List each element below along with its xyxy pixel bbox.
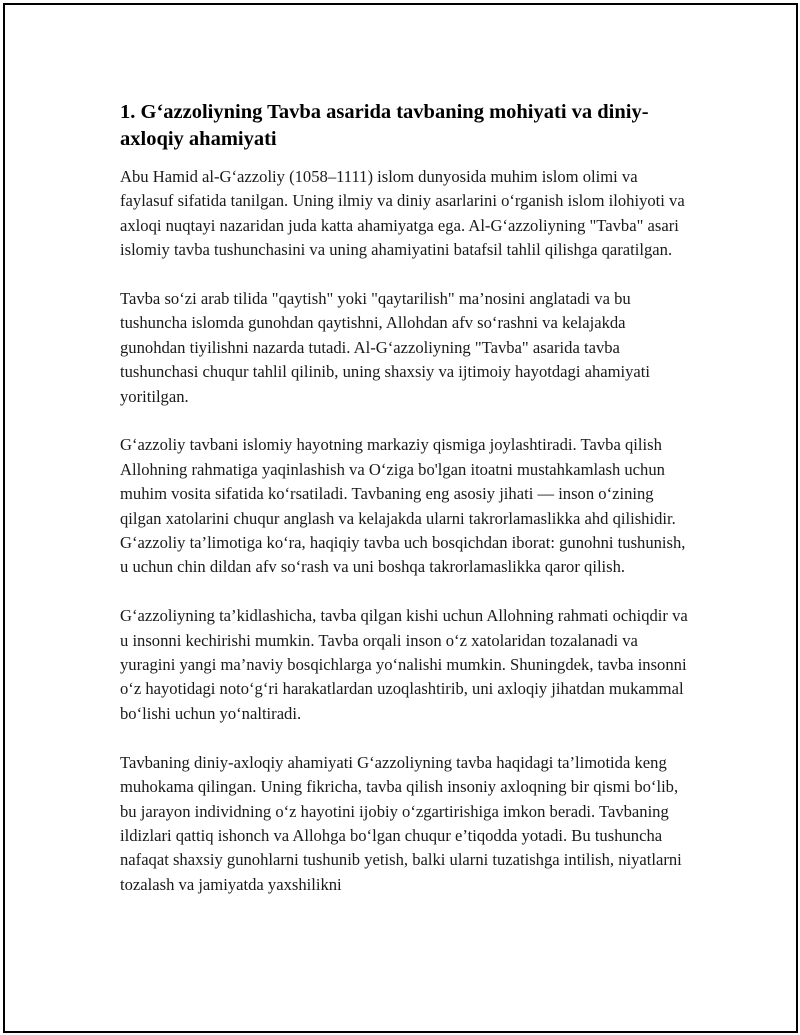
paragraph-5: Tavbaning diniy-axloqiy ahamiyati G‘azzoliyning tavba haqidagi ta’limotida keng muhokama qilingan. Uning fikricha, tavba qilish insoniy axloqning bir qismi bo‘lib, bu jarayon individning o‘z hayotini ijobiy o‘zgartirishiga imkon beradi. Tavbaning ildizlari qattiq ishonch va Allohga bo‘lgan chuqur e’tiqodda yotadi. Bu tushuncha nafaqat shaxsiy gunohlarni tushunib yetish, balki ularni tuzatishga intilish, niyatlarni tozalash va jamiyatda yaxshilikni bbox=[120, 752, 682, 894]
paragraph-2: Tavba so‘zi arab tilida "qaytish" yoki "qaytarilish" ma’nosini anglatadi va bu tushuncha islomda gunohdan qaytishni, Allohdan afv so‘rashni va kelajakda gunohdan tiyilishni nazarda tutadi. Al-G‘azzoliyning "Tavba" asarida tavba tushunchasi chuqur tahlil qilinib, uning shaxsiy va ijtimoiy hayotdagi ahamiyati yoritilgan. bbox=[120, 289, 651, 406]
document-body bbox=[120, 99, 690, 897]
paragraph-1: Abu Hamid al-G‘azzoliy (1058–1111) islom dunyosida muhim islom olimi va faylasuf sifatida tanilgan. Uning ilmiy va diniy asarlarini o‘rganish islom ilohiyoti va axloqi nuqtayi nazaridan juda katta ahamiyatga ega. Al-G‘azzoliyning "Tavba" asari islomiy tavba tushunchasini va uning ahamiyatini batafsil tahlil qilishga qaratilgan. bbox=[120, 167, 685, 260]
paragraph-3: G‘azzoliy tavbani islomiy hayotning markaziy qismiga joylashtiradi. Tavba qilish Allohning rahmatiga yaqinlashish va O‘ziga bo'lgan itoatni mustahkamlash uchun muhim vosita sifatida ko‘rsatiladi. Tavbaning eng asosiy jihati — inson o‘zining qilgan xatolarini chuqur anglash va kelajakda ularni takrorlamaslikka ahd qilishidir. G‘azzoliy ta’limotiga ko‘ra, haqiqiy tavba uch bosqichdan iborat: gunohni tushunish, u uchun chin dildan afv so‘rash va uni boshqa takrorlamaslikka qaror qilish. bbox=[120, 435, 686, 577]
paragraph-4: G‘azzoliyning ta’kidlashicha, tavba qilgan kishi uchun Allohning rahmati ochiqdir va u insonni kechirishi mumkin. Tavba orqali inson o‘z xatolaridan tozalanadi va yuragini yangi ma’naviy bosqichlarga yo‘nalishi mumkin. Shuningdek, tavba insonni o‘z hayotidagi noto‘g‘ri harakatlardan uzoqlashtirib, uni axloqiy jihatdan mukammal bo‘lishi uchun yo‘naltiradi. bbox=[120, 606, 688, 723]
section-heading: 1. G‘azzoliyning Tavba asarida tavbaning mohiyati va diniy-axloqiy ahamiyati bbox=[120, 101, 649, 150]
page-frame bbox=[3, 3, 798, 1033]
